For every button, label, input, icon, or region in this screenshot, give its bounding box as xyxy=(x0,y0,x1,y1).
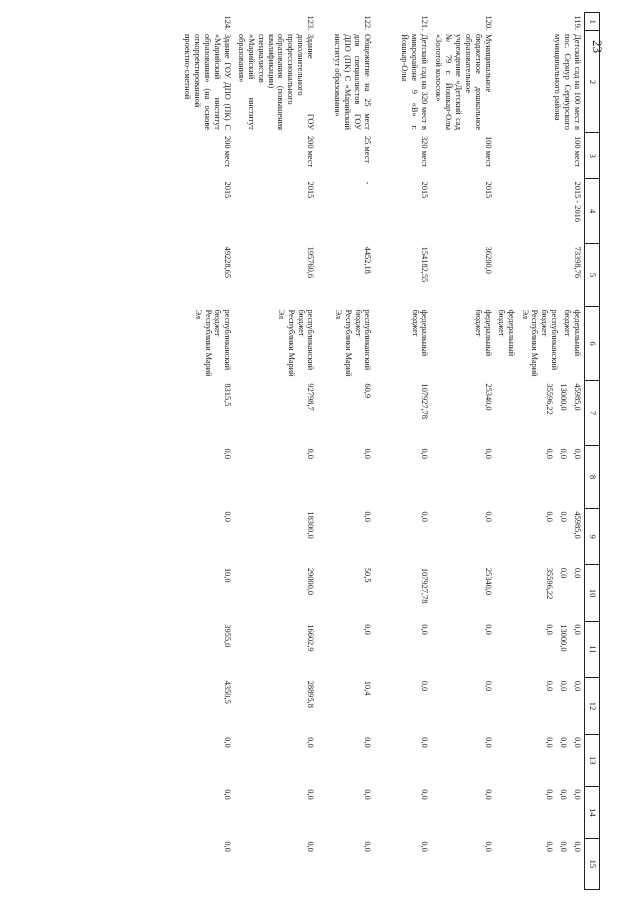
amount-value: 13000,0 xyxy=(559,624,569,652)
estimated-cost: 4452,18 xyxy=(363,246,373,274)
amount-cell-v14 xyxy=(317,786,374,838)
amount-value: 0,0 xyxy=(420,624,430,635)
amount-stack xyxy=(362,448,372,505)
row-number: 122. xyxy=(363,15,373,31)
amount-stack xyxy=(362,841,372,886)
amount-cell-v10 xyxy=(431,565,494,621)
funding-source-stack xyxy=(193,310,232,378)
table-row xyxy=(374,13,431,890)
amount-value: 3955,0 xyxy=(222,624,232,648)
funding-source-cell xyxy=(317,307,374,381)
amount-cell-v12 xyxy=(374,678,431,734)
capacity: 25 мест xyxy=(363,135,373,164)
implementation-years: 2015 xyxy=(306,181,316,199)
amount-value: 45985,0 xyxy=(573,511,582,539)
amount-value: 0,0 xyxy=(420,511,430,522)
capacity: 100 мест xyxy=(483,135,493,168)
amount-value: 0,0 xyxy=(222,511,232,522)
amount-value: 35596,22 xyxy=(545,567,555,600)
amount-cell-v10 xyxy=(170,565,234,621)
amount-stack xyxy=(483,737,493,783)
amount-cell-v12 xyxy=(234,678,317,734)
estimated-cost: 154182,55 xyxy=(420,246,430,283)
amount-cell-v10 xyxy=(317,565,374,621)
object-name: Муниципальное бюджетное дошкольное образовательное учреждение «Детский сад № 79 г. Йошкар-Олы «Золотой колосок» xyxy=(434,33,493,130)
investment-table xyxy=(170,12,600,890)
amount-cell-v12 xyxy=(317,678,374,734)
amount-stack xyxy=(362,737,372,783)
table-row xyxy=(431,13,494,890)
amount-stack xyxy=(362,681,372,731)
amount-value: 10,0 xyxy=(222,567,232,583)
amount-value: 0,0 xyxy=(573,448,582,459)
amount-cell-v13 xyxy=(234,734,317,786)
amount-value: 0,0 xyxy=(545,841,555,852)
amount-stack xyxy=(483,511,493,561)
amount-value: 0,0 xyxy=(306,841,316,852)
amount-value: 0,0 xyxy=(420,789,430,800)
row-number: 120. xyxy=(483,15,493,31)
amount-stack xyxy=(362,511,372,561)
amount-cell-v14 xyxy=(234,786,317,838)
amount-cell-v8 xyxy=(431,445,494,508)
amount-value: 0,0 xyxy=(420,448,430,459)
column-header: 13 xyxy=(585,734,600,786)
amount-cell-v8 xyxy=(317,445,374,508)
amount-value: 0,0 xyxy=(483,680,493,692)
column-header: 12 xyxy=(585,678,600,734)
amount-stack xyxy=(544,383,582,442)
implementation-years: - xyxy=(363,181,373,185)
amount-cell-v15 xyxy=(317,838,374,889)
implementation-years: 2015 xyxy=(222,181,232,199)
amount-value: 4350,5 xyxy=(222,680,232,704)
amount-value: 0,0 xyxy=(545,789,555,800)
row-number: 123. xyxy=(306,15,316,31)
amount-stack xyxy=(222,789,232,835)
amount-value: 16602,9 xyxy=(306,624,316,652)
amount-cell-v9 xyxy=(495,508,585,564)
amount-stack xyxy=(222,511,232,561)
row-number: 121. xyxy=(420,15,430,31)
amount-value: 0,0 xyxy=(483,511,493,522)
object-name: Общежитие на 25 мест для специалистов ГОУ ДПО (ПК) С «Марийский институт образования» xyxy=(333,33,373,130)
amount-stack xyxy=(305,568,315,618)
amount-value: 25340,0 xyxy=(483,567,493,596)
amount-stack xyxy=(362,789,372,835)
funding-source: республиканский бюджет Республики Марий Эл xyxy=(277,309,316,377)
amount-value: 0,0 xyxy=(483,624,493,635)
amount-value: 0,0 xyxy=(559,680,569,692)
column-number-row xyxy=(585,13,600,890)
amount-stack xyxy=(419,448,429,505)
amount-stack xyxy=(305,789,315,835)
amount-cell-v8 xyxy=(234,445,317,508)
column-header: 6 xyxy=(585,307,600,381)
amount-stack xyxy=(362,568,372,618)
funding-source: федеральный бюджет xyxy=(563,309,582,357)
column-header: 4 xyxy=(585,179,600,244)
object-name: Здание ГОУ дополнительного профессионального образования (повышения квалификации) специалистов «Марийский институт образования» xyxy=(236,33,316,130)
amount-value: 18300,0 xyxy=(306,511,316,539)
amount-cell-v9 xyxy=(317,508,374,564)
amount-stack xyxy=(544,737,582,783)
amount-cell-v8 xyxy=(374,445,431,508)
object-name: Детский сад на 100 мест в пос. Сернур Сернурского муниципального района xyxy=(553,33,582,130)
amount-cell-v9 xyxy=(170,508,234,564)
object-name: Здание ГОУ ДПО (ПК) С «Марийский институт образования» (на основе откорректированной проектно-сметной xyxy=(183,33,232,130)
amount-cell-v7 xyxy=(374,380,431,445)
amount-cell-v13 xyxy=(317,734,374,786)
funding-source: республиканский бюджет Республики Марий Эл xyxy=(334,309,373,377)
amount-value: 10,4 xyxy=(363,680,373,696)
amount-value: 25340,0 xyxy=(483,383,493,411)
amount-stack xyxy=(419,383,429,442)
table-row xyxy=(170,13,234,890)
amount-stack xyxy=(544,624,582,674)
funding-source: федеральный бюджет xyxy=(473,309,493,357)
amount-stack xyxy=(305,511,315,561)
capacity: 200 мест xyxy=(306,135,316,168)
rotated-table-wrapper xyxy=(120,12,600,890)
column-header: 3 xyxy=(585,133,600,179)
amount-stack xyxy=(419,737,429,783)
amount-stack xyxy=(222,681,232,731)
amount-value: 0,0 xyxy=(545,737,555,748)
amount-value: 0,0 xyxy=(573,567,582,579)
estimated-cost: 49228,65 xyxy=(222,246,232,279)
amount-stack xyxy=(419,789,429,835)
funding-source-cell xyxy=(495,307,585,381)
amount-cell-v11 xyxy=(170,621,234,677)
funding-source-stack xyxy=(497,310,582,378)
amount-value: 0,0 xyxy=(573,789,582,800)
implementation-years: 2015 - 2016 xyxy=(573,181,582,223)
amount-value: 0,0 xyxy=(573,624,582,635)
funding-source-cell xyxy=(234,307,317,381)
object-name: Детский сад на 320 мест в микрорайоне 9 «В» г. Йошкар-Олы xyxy=(400,33,430,130)
amount-cell-v7 xyxy=(317,380,374,445)
amount-value: 0,0 xyxy=(559,567,569,579)
amount-stack xyxy=(305,841,315,886)
amount-cell-v7 xyxy=(234,380,317,445)
amount-cell-v11 xyxy=(374,621,431,677)
table-body xyxy=(170,13,585,890)
amount-stack xyxy=(222,383,232,442)
amount-cell-v13 xyxy=(495,734,585,786)
amount-stack xyxy=(222,568,232,618)
column-header: 9 xyxy=(585,508,600,564)
implementation-years: 2015 xyxy=(483,181,493,199)
amount-value: 0,0 xyxy=(420,841,430,852)
amount-cell-v7 xyxy=(495,380,585,445)
amount-value: 0,0 xyxy=(306,789,316,800)
capacity: 200 мест xyxy=(222,135,232,168)
amount-stack xyxy=(362,624,372,674)
amount-stack xyxy=(483,383,493,442)
amount-stack xyxy=(483,681,493,731)
amount-stack xyxy=(483,624,493,674)
amount-cell-v15 xyxy=(495,838,585,889)
amount-value: 0,0 xyxy=(483,841,493,852)
amount-value: 0,0 xyxy=(363,789,373,800)
amount-value: 0,0 xyxy=(545,511,555,522)
funding-source: федеральный бюджет xyxy=(497,309,516,357)
amount-value: 0,0 xyxy=(420,680,430,692)
amount-value: 0,0 xyxy=(573,841,582,852)
amount-cell-v15 xyxy=(234,838,317,889)
amount-value: 0,0 xyxy=(306,448,316,459)
amount-stack xyxy=(305,624,315,674)
amount-value: 29000,0 xyxy=(306,567,316,596)
amount-cell-v10 xyxy=(234,565,317,621)
amount-value: 13000,0 xyxy=(559,383,569,411)
funding-source-stack xyxy=(473,310,492,378)
row-number: 124. xyxy=(222,15,232,31)
amount-value: 0,0 xyxy=(363,624,373,635)
amount-stack xyxy=(419,841,429,886)
amount-cell-v11 xyxy=(317,621,374,677)
amount-stack xyxy=(305,681,315,731)
funding-source-cell xyxy=(374,307,431,381)
amount-stack xyxy=(362,383,372,442)
amount-value: 0,0 xyxy=(559,789,569,800)
amount-cell-v13 xyxy=(374,734,431,786)
amount-stack xyxy=(222,624,232,674)
amount-cell-v14 xyxy=(170,786,234,838)
amount-value: 0,0 xyxy=(545,624,555,635)
amount-stack xyxy=(544,681,582,731)
amount-value: 0,0 xyxy=(559,448,569,459)
funding-source: республиканский бюджет Республики Марий Эл xyxy=(193,309,232,377)
amount-stack xyxy=(544,841,582,886)
amount-stack xyxy=(222,841,232,886)
amount-stack xyxy=(419,681,429,731)
capacity: 320 мест xyxy=(420,135,430,168)
column-header: 8 xyxy=(585,445,600,508)
column-header: 5 xyxy=(585,244,600,307)
amount-cell-v12 xyxy=(431,678,494,734)
amount-cell-v7 xyxy=(431,380,494,445)
table-row xyxy=(495,13,585,890)
amount-cell-v14 xyxy=(495,786,585,838)
amount-value: 0,0 xyxy=(483,789,493,800)
amount-cell-v12 xyxy=(495,678,585,734)
amount-stack xyxy=(483,448,493,505)
amount-value: 107927,78 xyxy=(420,567,430,604)
amount-stack xyxy=(305,737,315,783)
amount-cell-v8 xyxy=(170,445,234,508)
amount-value: 0,0 xyxy=(222,789,232,800)
table-row xyxy=(234,13,317,890)
amount-value: 0,0 xyxy=(559,737,569,748)
amount-value: 0,0 xyxy=(222,448,232,459)
amount-value: 0,0 xyxy=(420,737,430,748)
row-number: 119. xyxy=(573,15,582,30)
amount-stack xyxy=(544,448,582,505)
page-number: 23 xyxy=(590,40,605,53)
amount-value: 0,0 xyxy=(222,841,232,852)
amount-stack xyxy=(222,448,232,505)
amount-stack xyxy=(483,841,493,886)
estimated-cost: 73398,76 xyxy=(573,246,582,279)
amount-stack xyxy=(419,568,429,618)
estimated-cost: 36200,0 xyxy=(483,246,493,274)
capacity: 100 мест xyxy=(573,135,582,168)
amount-stack xyxy=(544,789,582,835)
column-header: 11 xyxy=(585,621,600,677)
column-header: 1 xyxy=(585,13,600,31)
amount-value: 8315,5 xyxy=(222,383,232,407)
column-header: 14 xyxy=(585,786,600,838)
amount-cell-v13 xyxy=(431,734,494,786)
amount-value: 0,0 xyxy=(222,737,232,748)
amount-stack xyxy=(419,511,429,561)
amount-stack xyxy=(483,568,493,618)
amount-value: 50,5 xyxy=(363,567,373,583)
amount-value: 28895,8 xyxy=(306,680,316,708)
amount-cell-v10 xyxy=(374,565,431,621)
amount-stack xyxy=(305,448,315,505)
amount-value: 0,0 xyxy=(363,511,373,522)
column-header: 2 xyxy=(585,31,600,133)
table-row xyxy=(317,13,374,890)
amount-stack xyxy=(419,624,429,674)
implementation-years: 2015 xyxy=(420,181,430,199)
amount-cell-v8 xyxy=(495,445,585,508)
funding-source: республиканский бюджет Республики Марий Эл xyxy=(520,309,559,377)
funding-source-stack xyxy=(334,310,373,378)
amount-stack xyxy=(544,568,582,618)
amount-value: 0,0 xyxy=(573,680,582,692)
funding-source-cell xyxy=(431,307,494,381)
amount-cell-v15 xyxy=(374,838,431,889)
amount-stack xyxy=(544,511,582,561)
amount-cell-v14 xyxy=(374,786,431,838)
amount-value: 0,0 xyxy=(363,448,373,459)
funding-source: федеральный бюджет xyxy=(410,309,430,357)
column-header: 15 xyxy=(585,838,600,889)
amount-cell-v11 xyxy=(234,621,317,677)
amount-value: 0,0 xyxy=(573,737,582,748)
amount-value: 107927,78 xyxy=(420,383,430,419)
amount-stack xyxy=(222,737,232,783)
amount-value: 45985,0 xyxy=(573,383,582,411)
column-header: 7 xyxy=(585,380,600,445)
amount-cell-v15 xyxy=(431,838,494,889)
amount-cell-v9 xyxy=(374,508,431,564)
amount-cell-v12 xyxy=(170,678,234,734)
column-header: 10 xyxy=(585,565,600,621)
amount-value: 92798,7 xyxy=(306,383,316,411)
amount-value: 0,0 xyxy=(483,448,493,459)
amount-cell-v7 xyxy=(170,380,234,445)
amount-cell-v10 xyxy=(495,565,585,621)
funding-source-cell xyxy=(170,307,234,381)
amount-value: 0,0 xyxy=(559,511,569,522)
estimated-cost: 195760,6 xyxy=(306,246,316,279)
funding-source-stack xyxy=(277,310,316,378)
amount-value: 0,0 xyxy=(306,737,316,748)
funding-source-stack xyxy=(410,310,429,378)
amount-stack xyxy=(305,383,315,442)
amount-value: 0,0 xyxy=(363,737,373,748)
amount-cell-v11 xyxy=(495,621,585,677)
amount-stack xyxy=(483,789,493,835)
amount-cell-v14 xyxy=(431,786,494,838)
amount-cell-v9 xyxy=(431,508,494,564)
amount-cell-v15 xyxy=(170,838,234,889)
amount-value: 60,9 xyxy=(363,383,373,399)
amount-value: 0,0 xyxy=(363,841,373,852)
amount-value: 35596,22 xyxy=(545,383,555,415)
amount-value: 0,0 xyxy=(559,841,569,852)
amount-cell-v9 xyxy=(234,508,317,564)
amount-cell-v11 xyxy=(431,621,494,677)
amount-value: 0,0 xyxy=(545,680,555,692)
amount-cell-v13 xyxy=(170,734,234,786)
amount-value: 0,0 xyxy=(483,737,493,748)
amount-value: 0,0 xyxy=(545,448,555,459)
